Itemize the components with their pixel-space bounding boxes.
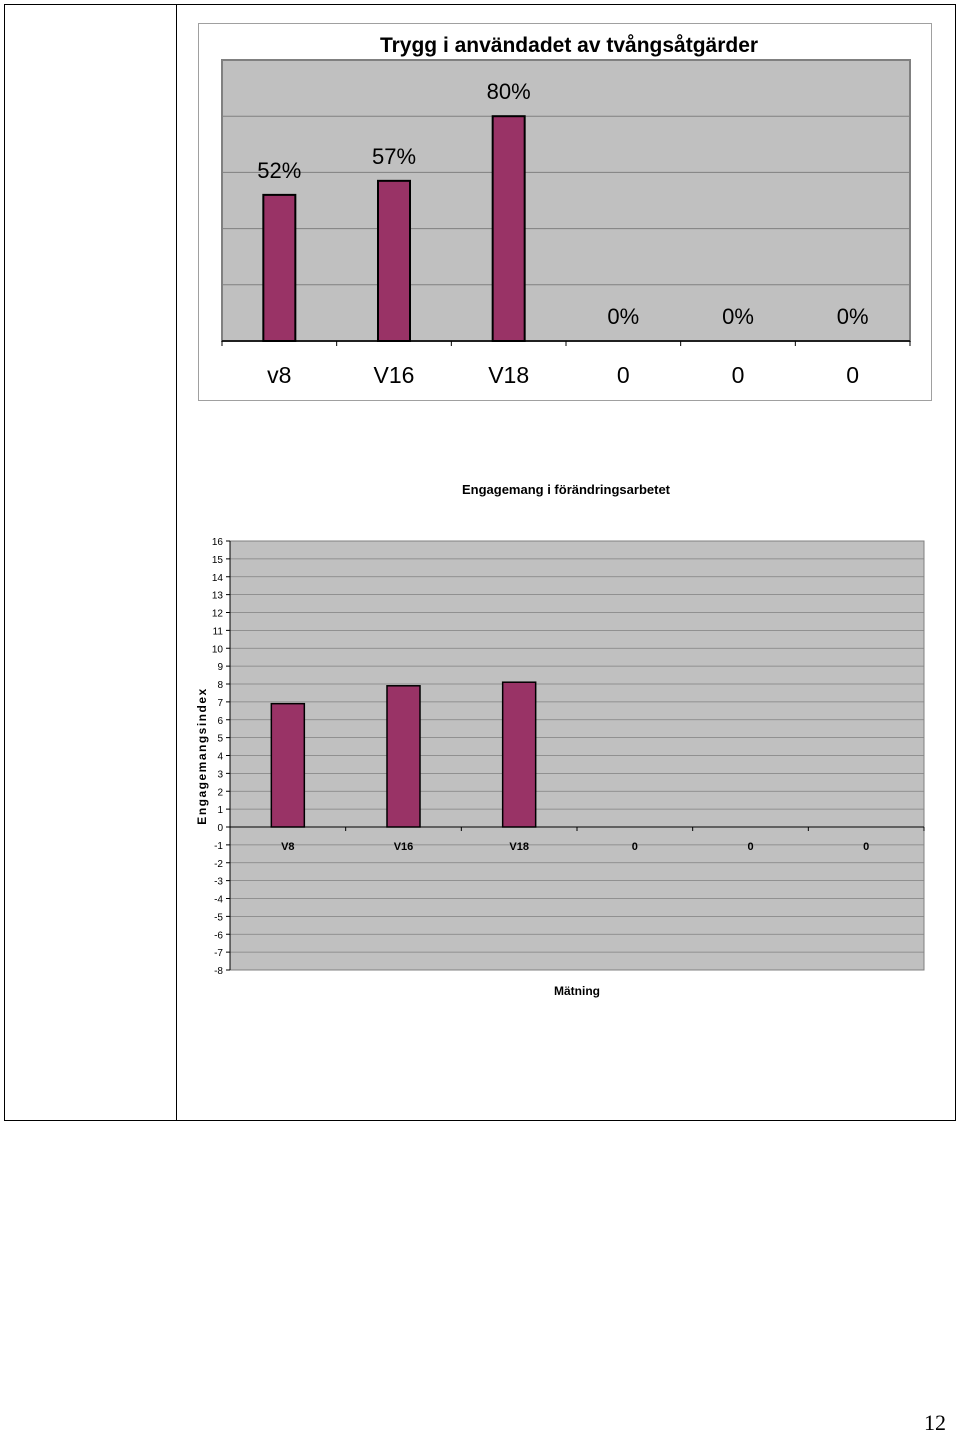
chart-2-y-tick-label: -1 [214,840,223,852]
chart-1-data-label: 0% [607,304,640,329]
chart-2-y-tick-label: -7 [214,948,223,960]
chart-2-bar [271,704,304,827]
chart-2-y-tick-label: 1 [217,805,223,817]
chart-2-y-tick-label: -3 [214,876,223,888]
chart-2-y-tick-label: -6 [214,930,223,942]
chart-1-category-label: 0 [846,362,860,388]
chart-2-y-tick-label: -4 [214,894,223,906]
page-number: 12 [924,1410,946,1435]
chart-2-bar [503,682,536,827]
chart-2-category-label: 0 [631,841,638,853]
chart-2-y-tick-label: -5 [214,912,223,924]
chart-1-category-label: 0 [616,362,630,388]
chart-2-y-tick-label: 10 [211,644,223,656]
chart-2-y-tick-label: 9 [217,662,223,674]
chart-2-y-tick-label: 3 [217,769,223,781]
chart-2-y-tick-label: -2 [214,858,223,870]
chart-1-category-label: 0 [731,362,745,388]
chart-2-y-tick-label: 6 [217,715,223,727]
chart-1-category-label: v8 [267,362,292,388]
chart-2-y-tick-label: -8 [214,966,223,977]
chart-2-y-tick-label: 15 [211,554,223,566]
chart-2-bar [387,686,420,827]
chart-2-category-label: V18 [509,841,529,853]
chart-2-ylabel: Engagemangsindex [195,687,209,825]
chart-2-y-tick-label: 7 [217,697,223,709]
chart-2-y-tick-label: 0 [217,823,223,834]
chart-2-category-label: 0 [747,841,754,853]
chart-2-category-label: 0 [863,841,870,853]
chart-2-category-label: V16 [393,841,414,853]
chart-1-title: Trygg i användadet av tvångsåtgärder [379,34,759,57]
chart-2-xlabel: Mätning [554,984,600,998]
chart-2-y-tick-label: 4 [217,751,223,763]
chart-1-category-label: V18 [488,362,530,388]
chart-1-data-label: 0% [722,304,754,329]
chart-1-data-label: 0% [836,304,869,329]
chart-2-title: Engagemang i förändringsarbetet [461,482,671,497]
chart-1-category-label: V16 [373,362,415,388]
chart-2-y-tick-label: 5 [217,733,223,745]
chart-2-category-label: V8 [281,841,295,853]
chart-1-data-label: 57% [371,143,417,169]
chart-2-y-tick-label: 8 [217,680,223,691]
chart-2-y-tick-label: 2 [217,787,223,799]
chart-1-data-label: 52% [257,157,302,183]
chart-2-y-tick-label: 11 [212,626,223,638]
chart-2-y-tick-label: 13 [211,590,223,602]
chart-2-y-tick-label: 12 [211,608,223,620]
chart-2-y-tick-label: 16 [211,537,223,548]
chart-1-data-label: 80% [486,79,531,105]
chart-2-y-tick-label: 14 [211,572,223,584]
